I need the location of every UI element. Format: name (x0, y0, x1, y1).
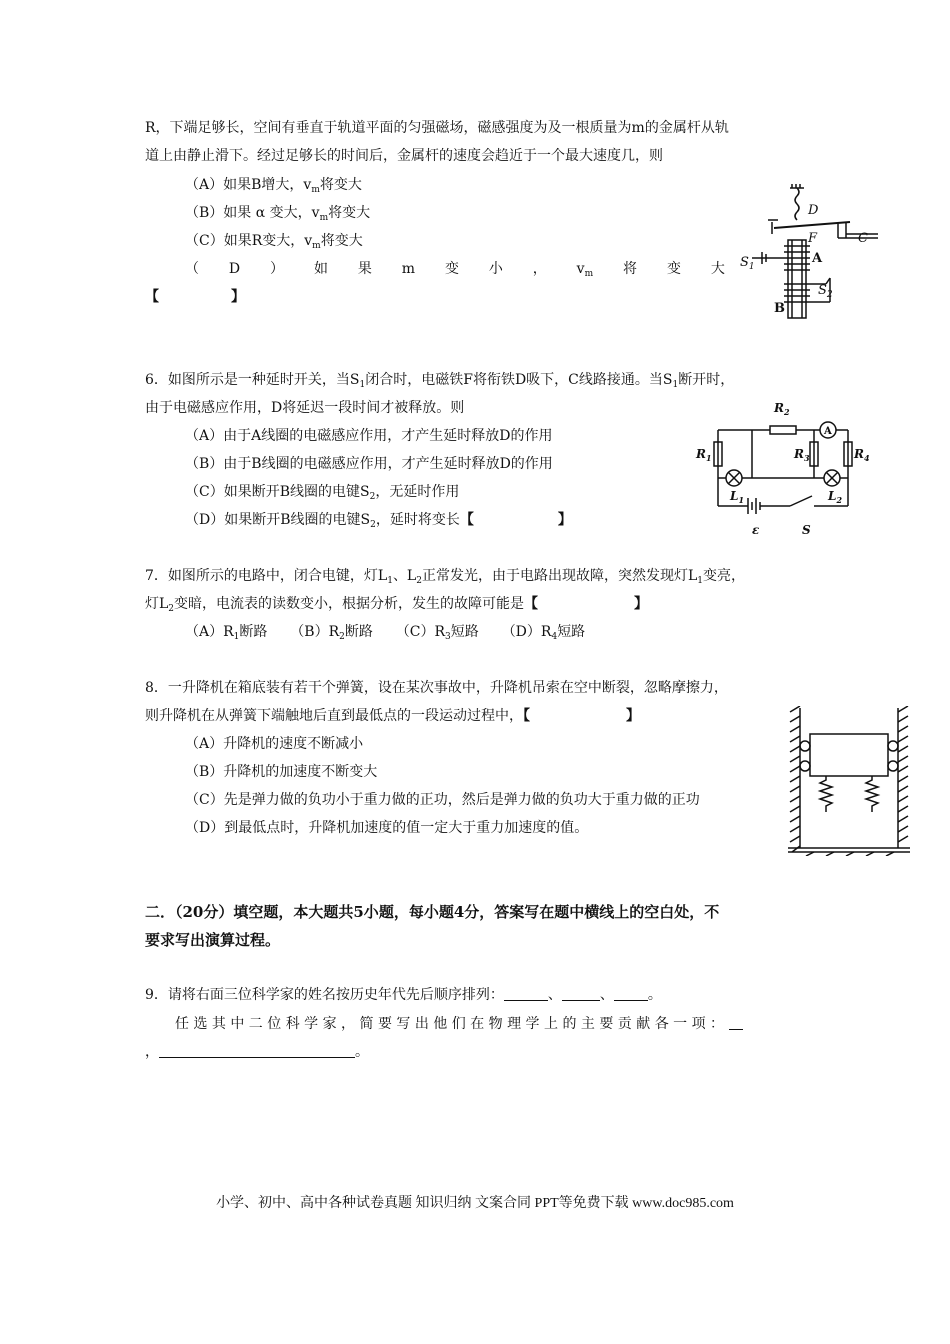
q8-line2: 则升降机在从弹簧下端触地后直到最低点的一段运动过程中，【 】 (145, 708, 640, 724)
q9-line2: 任 选 其 中 二 位 科 学 家 ， 简 要 写 出 他 们 在 物 理 学 上 的 主 要 贡 献 各 一 项 ： (175, 1014, 743, 1034)
q8-option-d: （D）到最低点时，升降机加速度的值一定大于重力加速度的值。 (185, 820, 589, 836)
relay-label-b: B (774, 301, 785, 316)
q8-option-c: （C）先是弹力做的负功小于重力做的正功，然后是弹力做的负功大于重力做的正功 (185, 792, 700, 808)
relay-label-a: A (812, 251, 823, 266)
q9-blank-3[interactable] (614, 986, 648, 1001)
q8-option-a: （A）升降机的速度不断减小 (185, 736, 364, 752)
q8-line1: 8．一升降机在箱底装有若干个弹簧，设在某次事故中，升降机吊索在空中断裂，忽略摩擦力， (145, 680, 728, 696)
q5-option-d: （ D ） 如 果 m 变 小 ， $v_m$ 将 变 大 (185, 261, 725, 279)
section2-heading-line1: 二．（20分）填空题，本大题共5小题，每小题4分，答案写在题中横线上的空白处，不 (145, 903, 720, 921)
q6-line1: 6．如图所示是一种延时开关，当$S_1$闭合时，电磁铁F将衔铁D吸下，C线路接通。当$S_1$断开时， (145, 372, 735, 390)
circuit-label-l2: $L_2$ (828, 489, 843, 505)
q7-option-b: $(B)R_2$断路 (290, 624, 373, 642)
circuit-ammeter-label: A (824, 426, 832, 437)
q5-line1: R，下端足够长，空间有垂直于轨道平面的匀强磁场，磁感强度为及一根质量为m的金属杆从轨 (145, 120, 729, 136)
circuit-label-emf: ε (752, 523, 760, 537)
circuit-diagram (690, 396, 880, 542)
q6-option-a: （A）由于A线圈的电磁感应作用，才产生延时释放D的作用 (185, 428, 553, 444)
q7-answer-bracket[interactable]: 【 】 (524, 596, 649, 612)
circuit-label-r1: $R_1$ (696, 447, 712, 463)
q5-option-c: （C）如果R变大，$v_m$将变大 (185, 233, 363, 251)
elevator-diagram (786, 706, 912, 856)
q9-blank-4[interactable] (729, 1015, 743, 1030)
q6-option-d: （D）如果断开B线圈的电键$S_2$，延时将变长【 】 (185, 512, 572, 530)
q6-option-b: （B）由于B线圈的电磁感应作用，才产生延时释放D的作用 (185, 456, 553, 472)
q9-blank-2[interactable] (562, 986, 600, 1001)
q9-line3: ， 。 (145, 1044, 369, 1060)
q5-answer-bracket[interactable]: 【 】 (145, 289, 245, 305)
q6-line2: 由于电磁感应作用，D将延迟一段时间才被释放。则 (145, 400, 465, 416)
q7-line1: 7．如图所示的电路中，闭合电键，灯$L_1$、$L_2$正常发光，由于电路出现故障，突然发现灯$L_1$变亮， (145, 568, 745, 586)
q6-option-c: （C）如果断开B线圈的电键$S_2$，无延时作用 (185, 484, 460, 502)
circuit-label-r2: $R_2$ (774, 401, 790, 417)
section2-heading-line2: 要求写出演算过程。 (145, 931, 281, 949)
circuit-label-switch: S (802, 523, 811, 537)
relay-label-f: F (808, 231, 818, 246)
page-footer: 小学、初中、高中各种试卷真题 知识归纳 文案合同 PPT等免费下载 www.doc985.com (216, 1196, 734, 1211)
q7-line2: 灯$L_2$变暗，电流表的读数变小，根据分析，发生的故障可能是【 】 (145, 596, 649, 614)
relay-label-s1: $S_1$ (740, 255, 755, 272)
q9-blank-1[interactable] (504, 986, 548, 1001)
relay-diagram (738, 182, 878, 322)
q7-option-c: $(C)R_3$短路 (395, 624, 479, 642)
q7-options (185, 622, 585, 647)
circuit-label-l1: $L_1$ (730, 489, 745, 505)
q7-option-d: $(D)R_4$短路 (501, 624, 586, 642)
relay-label-c: C (858, 231, 868, 246)
q5-option-a: （A）如果B增大，$v_m$将变大 (185, 177, 362, 195)
q5-option-b: （B）如果 α 变大，$v_m$将变大 (185, 205, 371, 223)
q6-answer-bracket[interactable]: 【 】 (459, 512, 572, 528)
q5-line2: 道上由静止滑下。经过足够长的时间后，金属杆的速度会趋近于一个最大速度几，则 (145, 148, 663, 164)
relay-label-d: D (808, 203, 819, 218)
relay-label-s2: $S_2$ (818, 283, 833, 300)
q9-line1: 9．请将右面三位科学家的姓名按历史年代先后顺序排列： 、 、 。 (145, 987, 662, 1003)
circuit-label-r4: $R_4$ (854, 447, 870, 463)
q9-blank-5[interactable] (159, 1043, 355, 1058)
q7-option-a: $(A)R_1$断路 (185, 624, 268, 642)
q8-answer-bracket[interactable]: 【 】 (523, 708, 640, 724)
q8-option-b: （B）升降机的加速度不断变大 (185, 764, 378, 780)
circuit-label-r3: $R_3$ (794, 447, 810, 463)
